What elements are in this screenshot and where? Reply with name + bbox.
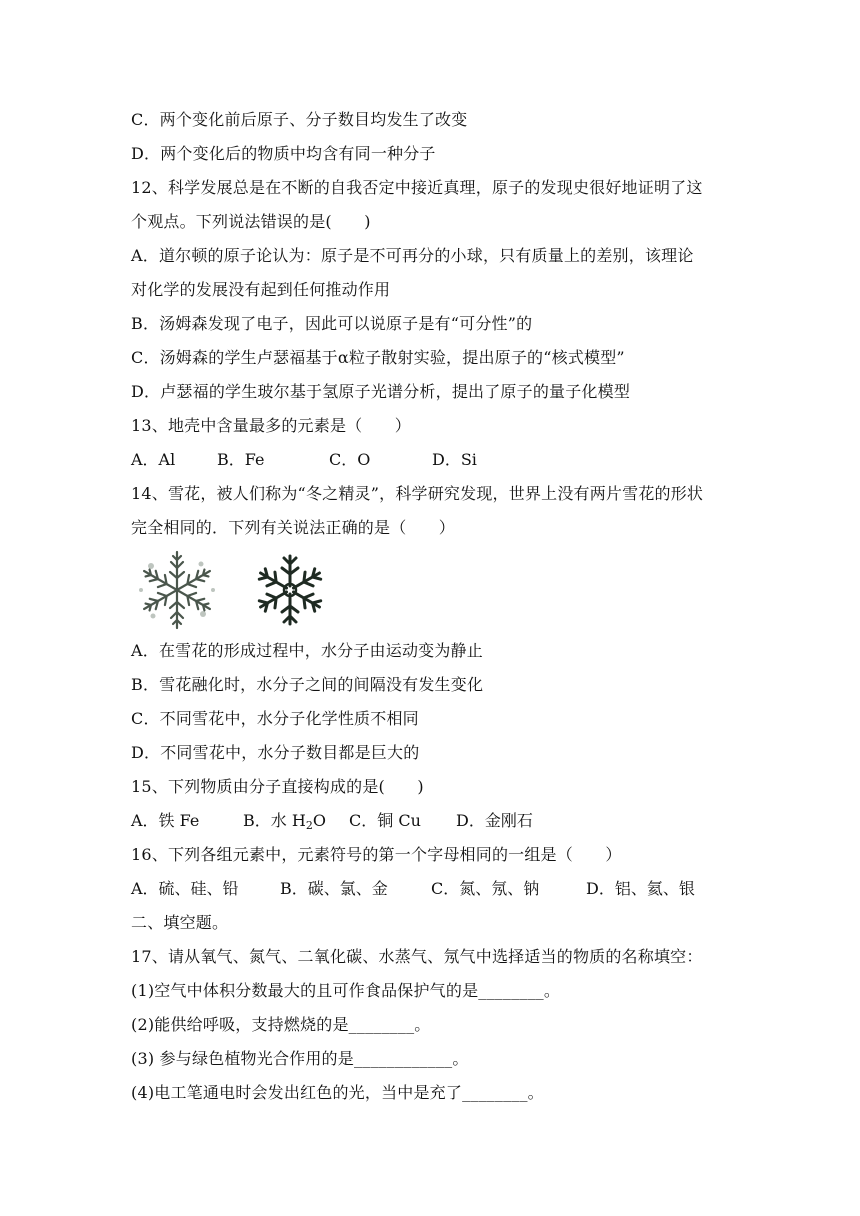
q12-option-d: D．卢瑟福的学生玻尔基于氢原子光谱分析，提出了原子的量子化模型 <box>131 382 631 401</box>
q11-option-d: D．两个变化后的物质中均含有同一种分子 <box>131 144 436 163</box>
q12-option-c: C．汤姆森的学生卢瑟福基于α粒子散射实验，提出原子的“核式模型” <box>131 348 625 367</box>
q15-stem: 15、下列物质由分子直接构成的是( ) <box>131 777 424 796</box>
q15-option-c: C．铜 Cu <box>349 811 421 830</box>
q16-option-a: A．硫、硅、铅 <box>131 879 239 898</box>
q13-option-b: B．Fe <box>217 450 265 469</box>
q14-option-b: B．雪花融化时，水分子之间的间隔没有发生变化 <box>131 675 484 694</box>
q12-option-b: B．汤姆森发现了电子，因此可以说原子是有“可分性”的 <box>131 314 533 333</box>
q15-option-b-subscript: 2 <box>305 819 313 832</box>
q13-option-d: D．Si <box>432 450 477 469</box>
q15-option-b <box>243 810 326 832</box>
q13-stem: 13、地壳中含量最多的元素是（ ） <box>131 416 411 435</box>
q15-option-b-prefix: B．水 H <box>243 811 306 830</box>
q15-option-b-suffix: O <box>312 811 326 830</box>
q16-option-d: D．铝、氦、银 <box>586 879 695 898</box>
q17-stem: 17、请从氧气、氮气、二氧化碳、水蒸气、氖气中选择适当的物质的名称填空： <box>131 947 703 966</box>
q16-stem: 16、下列各组元素中，元素符号的第一个字母相同的一组是（ ） <box>131 845 622 864</box>
section-2-title: 二、填空题。 <box>131 913 229 932</box>
q14-stem-line-2: 完全相同的．下列有关说法正确的是（ ） <box>131 518 456 537</box>
q12-option-a-line-1: A．道尔顿的原子论认为：原子是不可再分的小球，只有质量上的差别，该理论 <box>131 246 694 265</box>
q12-stem-line-1: 12、科学发展总是在不断的自我否定中接近真理，原子的发现史很好地证明了这 <box>131 178 703 197</box>
q14-option-a: A．在雪花的形成过程中，水分子由运动变为静止 <box>131 641 483 660</box>
snowflake-image-1 <box>131 548 223 632</box>
q16-option-b: B．碳、氯、金 <box>280 879 388 898</box>
q14-option-c: C．不同雪花中，水分子化学性质不相同 <box>131 709 419 728</box>
snowflake-image-2 <box>244 548 336 632</box>
snowflake-images <box>131 548 341 632</box>
q16-option-c: C．氮、氖、钠 <box>431 879 540 898</box>
q12-option-a-line-2: 对化学的发展没有起到任何推动作用 <box>131 280 391 299</box>
q17-item-3: (3) 参与绿色植物光合作用的是____________。 <box>131 1049 469 1068</box>
q17-item-4: (4)电工笔通电时会发出红色的光，当中是充了________。 <box>131 1083 544 1102</box>
q17-item-1: (1)空气中体积分数最大的且可作食品保护气的是________。 <box>131 981 561 1000</box>
q14-option-d: D．不同雪花中，水分子数目都是巨大的 <box>131 743 420 762</box>
q14-stem-line-1: 14、雪花，被人们称为“冬之精灵”，科学研究发现，世界上没有两片雪花的形状 <box>131 484 704 503</box>
q17-item-2: (2)能供给呼吸，支持燃烧的是________。 <box>131 1015 431 1034</box>
q15-option-d: D．金刚石 <box>456 811 533 830</box>
q11-option-c: C．两个变化前后原子、分子数目均发生了改变 <box>131 110 468 129</box>
q15-option-a: A．铁 Fe <box>131 811 200 830</box>
q13-option-c: C．O <box>329 450 371 469</box>
q12-stem-line-2: 个观点。下列说法错误的是( ) <box>131 212 371 231</box>
q13-option-a: A．Al <box>131 450 176 469</box>
